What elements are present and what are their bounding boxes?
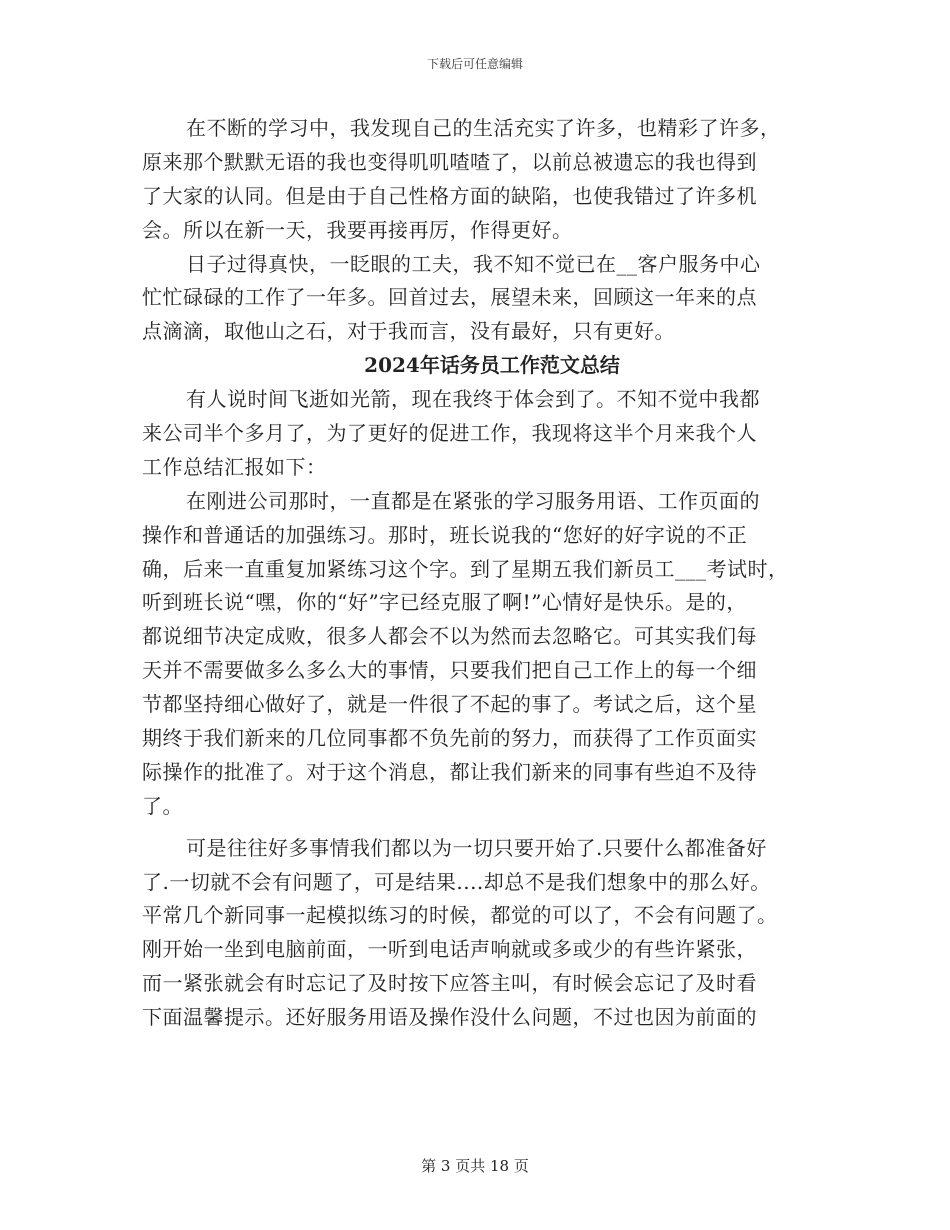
paragraph-line: 确，后来一直重复加紧练习这个字。到了星期五我们新员工___考试时，	[142, 556, 789, 581]
paragraph-line: 下面温馨提示。还好服务用语及操作没什么问题，不过也因为前面的	[142, 1005, 757, 1030]
paragraph-line: 平常几个新同事一起模拟练习的时候，都觉的可以了，不会有问题了。	[142, 903, 778, 928]
document-body	[142, 112, 822, 1035]
paragraph-line: 际操作的批准了。对于这个消息，都让我们新来的同事有些迫不及待	[142, 759, 757, 784]
paragraph-line: 日子过得真快，一眨眼的工夫，我不知不觉已在__客户服务中心	[186, 251, 761, 276]
paragraph-line: 了.一切就不会有问题了，可是结果....却总不是我们想象中的那么好。	[142, 869, 771, 894]
paragraph-line: 忙忙碌碌的工作了一年多。回首过去，展望未来，回顾这一年来的点	[142, 285, 757, 310]
paragraph-line: 都说细节决定成败，很多人都会不以为然而去忽略它。可其实我们每	[142, 624, 757, 649]
paragraph-line: 可是往往好多事情我们都以为一切只要开始了.只要什么都准备好	[186, 835, 767, 860]
paragraph-line: 刚开始一坐到电脑前面，一听到电话声响就或多或少的有些许紧张，	[142, 937, 757, 962]
paragraph-line: 听到班长说“嘿，你的“好”字已经克服了啊!”心情好是快乐。是的，	[142, 590, 747, 615]
paragraph-line: 在刚进公司那时，一直都是在紧张的学习服务用语、工作页面的	[186, 488, 760, 513]
page-footer: 第 3 页共 18 页	[421, 1157, 529, 1175]
paragraph-line: 来公司半个多月了，为了更好的促进工作，我现将这半个月来我个人	[142, 421, 757, 446]
paragraph-line: 操作和普通话的加强练习。那时，班长说我的“您好的好字说的不正	[142, 522, 748, 547]
paragraph-line: 点滴滴，取他山之石，对于我而言，没有最好，只有更好。	[142, 319, 675, 344]
paragraph-line: 节都坚持细心做好了，就是一件很了不起的事了。考试之后，这个星	[142, 692, 757, 717]
paragraph-line: 期终于我们新来的几位同事都不负先前的努力，而获得了工作页面实	[142, 726, 757, 751]
paragraph-line: 会。所以在新一天，我要再接再厉，作得更好。	[142, 217, 573, 242]
paragraph-line: 在不断的学习中，我发现自己的生活充实了许多，也精彩了许多，	[186, 116, 781, 140]
paragraph-line: 有人说时间飞逝如光箭，现在我终于体会到了。不知不觉中我都	[186, 387, 760, 412]
paragraph-line: 原来那个默默无语的我也变得叽叽喳喳了，以前总被遗忘的我也得到	[142, 149, 757, 174]
page-header: 下载后可任意编辑	[426, 57, 523, 71]
paragraph-line: 而一紧张就会有时忘记了及时按下应答主叫，有时候会忘记了及时看	[142, 971, 757, 996]
paragraph-line: 了大家的认同。但是由于自己性格方面的缺陷，也使我错过了许多机	[142, 183, 757, 208]
paragraph-line: 工作总结汇报如下：	[142, 454, 327, 479]
section-title: 2024年话务员工作范文总结	[364, 353, 620, 378]
paragraph-line: 了。	[142, 793, 183, 818]
paragraph-line: 天并不需要做多么多么大的事情，只要我们把自己工作上的每一个细	[142, 658, 757, 683]
